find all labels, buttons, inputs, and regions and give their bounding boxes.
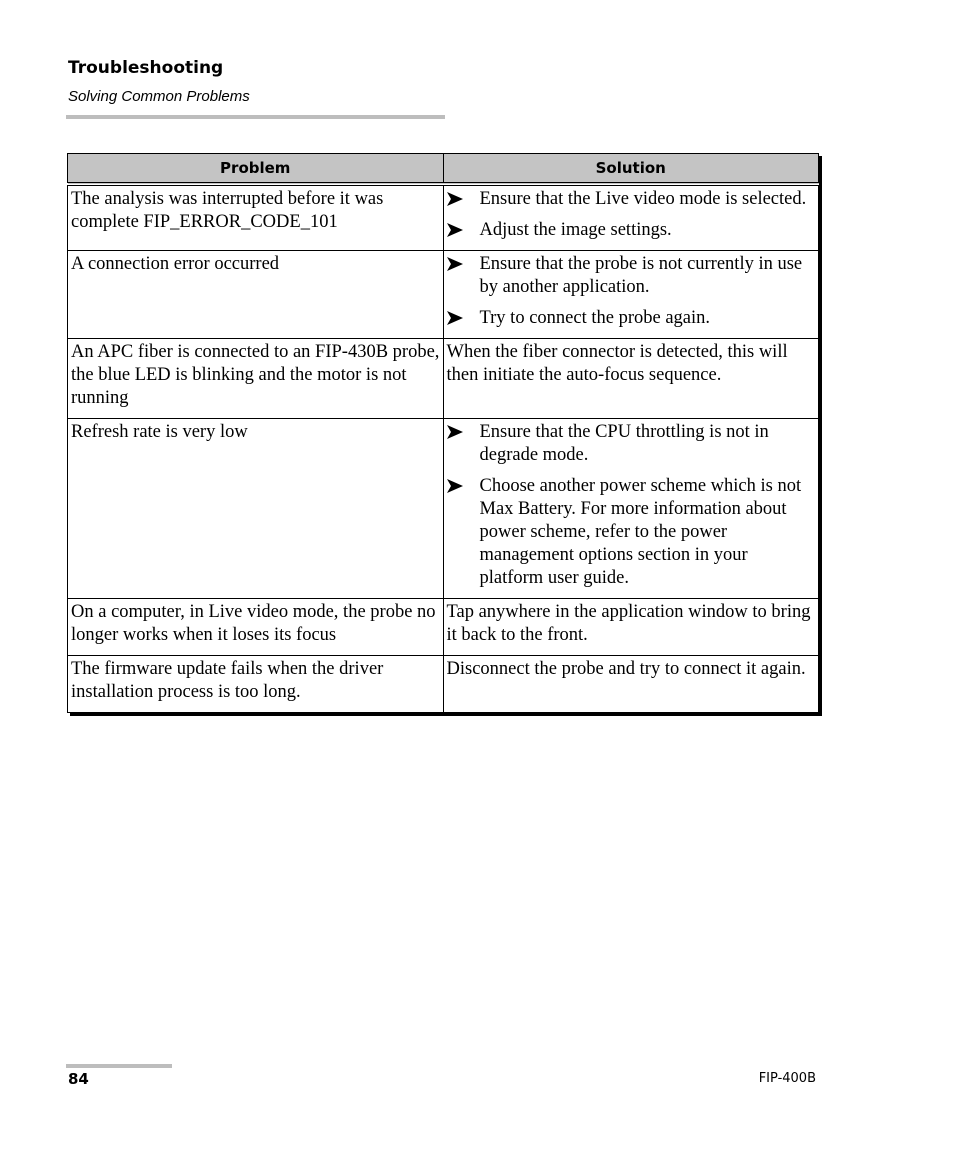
list-item [447,421,816,467]
table-row [68,251,819,339]
solution-cell [443,339,819,419]
bullet-text: Ensure that the Live video mode is selected. [479,189,807,209]
problem-cell: The analysis was interrupted before it was complete FIP_ERROR_CODE_101 [68,184,444,251]
list-item [447,475,816,590]
table-row [68,419,819,599]
product-name: FIP-400B [758,1071,816,1086]
arrowhead-bullet-icon [447,425,463,439]
bullet-text: Try to connect the probe again. [479,308,711,328]
column-header-problem: Problem [68,154,444,185]
problem-cell: On a computer, in Live video mode, the probe no longer works when it loses its focus [68,599,444,656]
arrowhead-bullet-icon [447,479,463,493]
bullet-text: Choose another power scheme which is not Max Battery. For more information about power scheme, refer to the power management options section in your platform user guide. [479,476,802,588]
solution-text: When the fiber connector is detected, this will then initiate the auto-focus sequence. [446,342,788,385]
table-row [68,599,819,656]
section-title: Troubleshooting [68,58,224,78]
solution-list [447,188,816,242]
problem-cell: A connection error occurred [68,251,444,339]
problem-cell: An APC fiber is connected to an FIP-430B probe, the blue LED is blinking and the motor is not running [68,339,444,419]
solution-cell [443,419,819,599]
solution-list [447,253,816,330]
solution-cell [443,656,819,713]
solution-text: Tap anywhere in the application window to bring it back to the front. [446,602,811,645]
arrowhead-bullet-icon [447,192,463,206]
table-header-row [68,154,819,185]
bullet-text: Adjust the image settings. [479,220,672,240]
problem-cell: The firmware update fails when the driver installation process is too long. [68,656,444,713]
arrowhead-bullet-icon [447,257,463,271]
bullet-text: Ensure that the CPU throttling is not in degrade mode. [479,422,769,465]
solution-list [447,421,816,590]
table-row [68,656,819,713]
list-item [447,219,816,242]
footer-divider [66,1064,172,1068]
solution-cell [443,184,819,251]
bullet-text: Ensure that the probe is not currently in use by another application. [479,254,803,297]
section-subtitle: Solving Common Problems [68,88,250,105]
solution-cell [443,599,819,656]
list-item [447,253,816,299]
arrowhead-bullet-icon [447,311,463,325]
header-divider [66,115,445,119]
solution-cell [443,251,819,339]
list-item [447,307,816,330]
troubleshooting-table [67,153,819,713]
problem-cell: Refresh rate is very low [68,419,444,599]
table-row [68,339,819,419]
arrowhead-bullet-icon [447,223,463,237]
solution-text: Disconnect the probe and try to connect it again. [446,659,806,679]
column-header-solution: Solution [443,154,819,185]
table-row [68,184,819,251]
list-item [447,188,816,211]
table-body [68,184,819,713]
page-number: 84 [68,1070,89,1088]
